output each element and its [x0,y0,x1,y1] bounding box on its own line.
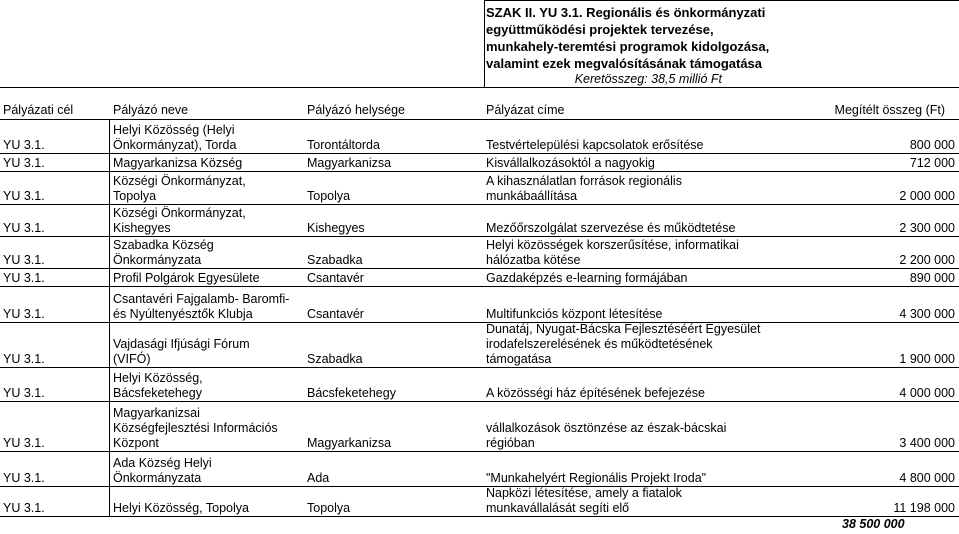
row-cel: YU 3.1. [3,501,45,515]
row-title: A kihasználatlan források regionális munkábaállítása [486,174,682,203]
row-cel: YU 3.1. [3,253,45,267]
table-row [0,401,959,451]
row-applicant: Községi Önkormányzat, Topolya [113,174,246,203]
row-applicant: Profil Polgárok Egyesülete [113,271,260,285]
row-applicant: Helyi Közösség (Helyi Önkormányzat), Torda [113,123,237,152]
col-header-cel: Pályázati cél [3,103,74,117]
row-title: Kisvállalkozásoktól a nagyokig [486,156,655,170]
row-place: Magyarkanizsa [307,156,392,170]
table-row [0,171,959,204]
col-header-amount: Megítélt összeg (Ft) [834,103,945,117]
row-amount: 890 000 [909,271,955,285]
row-title: Napközi létesítése, amely a fiatalok munkavállalását segíti elő [486,486,682,515]
table-row [0,153,959,171]
row-amount: 800 000 [909,138,955,152]
page-title: SZAK II. YU 3.1. Regionális és önkormányzati együttműködési projektek tervezése, munkahely-teremtési programok kidolgozása, valamint ezek megvalósításának támogatása [486,5,770,71]
row-place: Kishegyes [307,221,365,235]
row-applicant: Ada Község Helyi Önkormányzata [113,456,212,485]
row-title: Testvértelepülési kapcsolatok erősítése [486,138,704,152]
row-amount: 2 300 000 [899,221,955,235]
col-header-place: Pályázó helysége [307,103,405,117]
row-place: Szabadka [307,253,363,267]
row-cel: YU 3.1. [3,352,45,366]
row-place: Ada [307,471,330,485]
row-amount: 4 300 000 [899,307,955,321]
row-applicant: Szabadka Község Önkormányzata [113,238,214,267]
row-amount: 4 800 000 [899,471,955,485]
table-row [0,236,959,268]
row-cel: YU 3.1. [3,271,45,285]
row-title: "Munkahelyért Regionális Projekt Iroda" [486,471,707,485]
budget-label: Keretösszeg: 38,5 millió Ft [574,72,722,86]
row-cel: YU 3.1. [3,156,45,170]
row-title: A közösségi ház építésének befejezése [486,386,705,400]
row-place: Torontáltorda [307,138,380,152]
row-applicant: Községi Önkormányzat, Kishegyes [113,206,246,235]
row-cel: YU 3.1. [3,307,45,321]
row-cel: YU 3.1. [3,221,45,235]
row-cel: YU 3.1. [3,138,45,152]
row-place: Csantavér [307,307,364,321]
row-amount: 1 900 000 [899,352,955,366]
row-title: Dunatáj, Nyugat-Bácska Fejlesztéséért Egyesület irodafelszerelésének és működtetésének támogatása [486,322,761,366]
table-row [0,322,959,367]
row-amount: 712 000 [909,156,955,170]
table-row [0,119,959,153]
row-title: vállalkozások ösztönzése az észak-bácskai régióban [486,421,727,450]
row-applicant: Csantavéri Fajgalamb- Baromfi- és Nyúltenyésztők Klubja [113,292,290,321]
row-place: Topolya [307,189,351,203]
row-title: Gazdaképzés e-learning formájában [486,271,688,285]
row-place: Szabadka [307,352,363,366]
row-title: Multifunkciós központ létesítése [486,307,663,321]
row-place: Csantavér [307,271,364,285]
row-place: Topolya [307,501,351,515]
row-place: Bácsfeketehegy [307,386,396,400]
header-box-left [484,0,485,87]
row-amount: 11 198 000 [893,501,955,515]
row-applicant: Helyi Közösség, Bácsfeketehegy [113,371,203,400]
row-amount: 3 400 000 [899,436,955,450]
row-applicant: Helyi Közösség, Topolya [113,501,249,515]
col-header-applicant: Pályázó neve [113,103,189,117]
table-row [0,268,959,286]
row-amount: 4 000 000 [899,386,955,400]
header-divider [0,87,959,88]
row-place: Magyarkanizsa [307,436,392,450]
row-cel: YU 3.1. [3,471,45,485]
row-title: Helyi közösségek korszerűsítése, informatikai hálózatba kötése [486,238,739,267]
table-row [0,204,959,236]
row-cel: YU 3.1. [3,436,45,450]
row-cel: YU 3.1. [3,189,45,203]
row-applicant: Magyarkanizsa Község [113,156,243,170]
table-row [0,486,959,516]
row-amount: 2 200 000 [899,253,955,267]
total-amount: 38 500 000 [842,517,905,531]
row-applicant: Magyarkanizsai Községfejlesztési Információs Központ [113,406,278,450]
table-row [0,367,959,401]
header-box-top [484,0,959,1]
row-rule [0,516,959,517]
col-header-title: Pályázat címe [486,103,565,117]
table-row [0,286,959,322]
row-title: Mezőőrszolgálat szervezése és működtetése [486,221,736,235]
table-row [0,451,959,486]
row-applicant: Vajdasági Ifjúsági Fórum (VIFÓ) [113,337,250,366]
row-amount: 2 000 000 [899,189,955,203]
row-cel: YU 3.1. [3,386,45,400]
